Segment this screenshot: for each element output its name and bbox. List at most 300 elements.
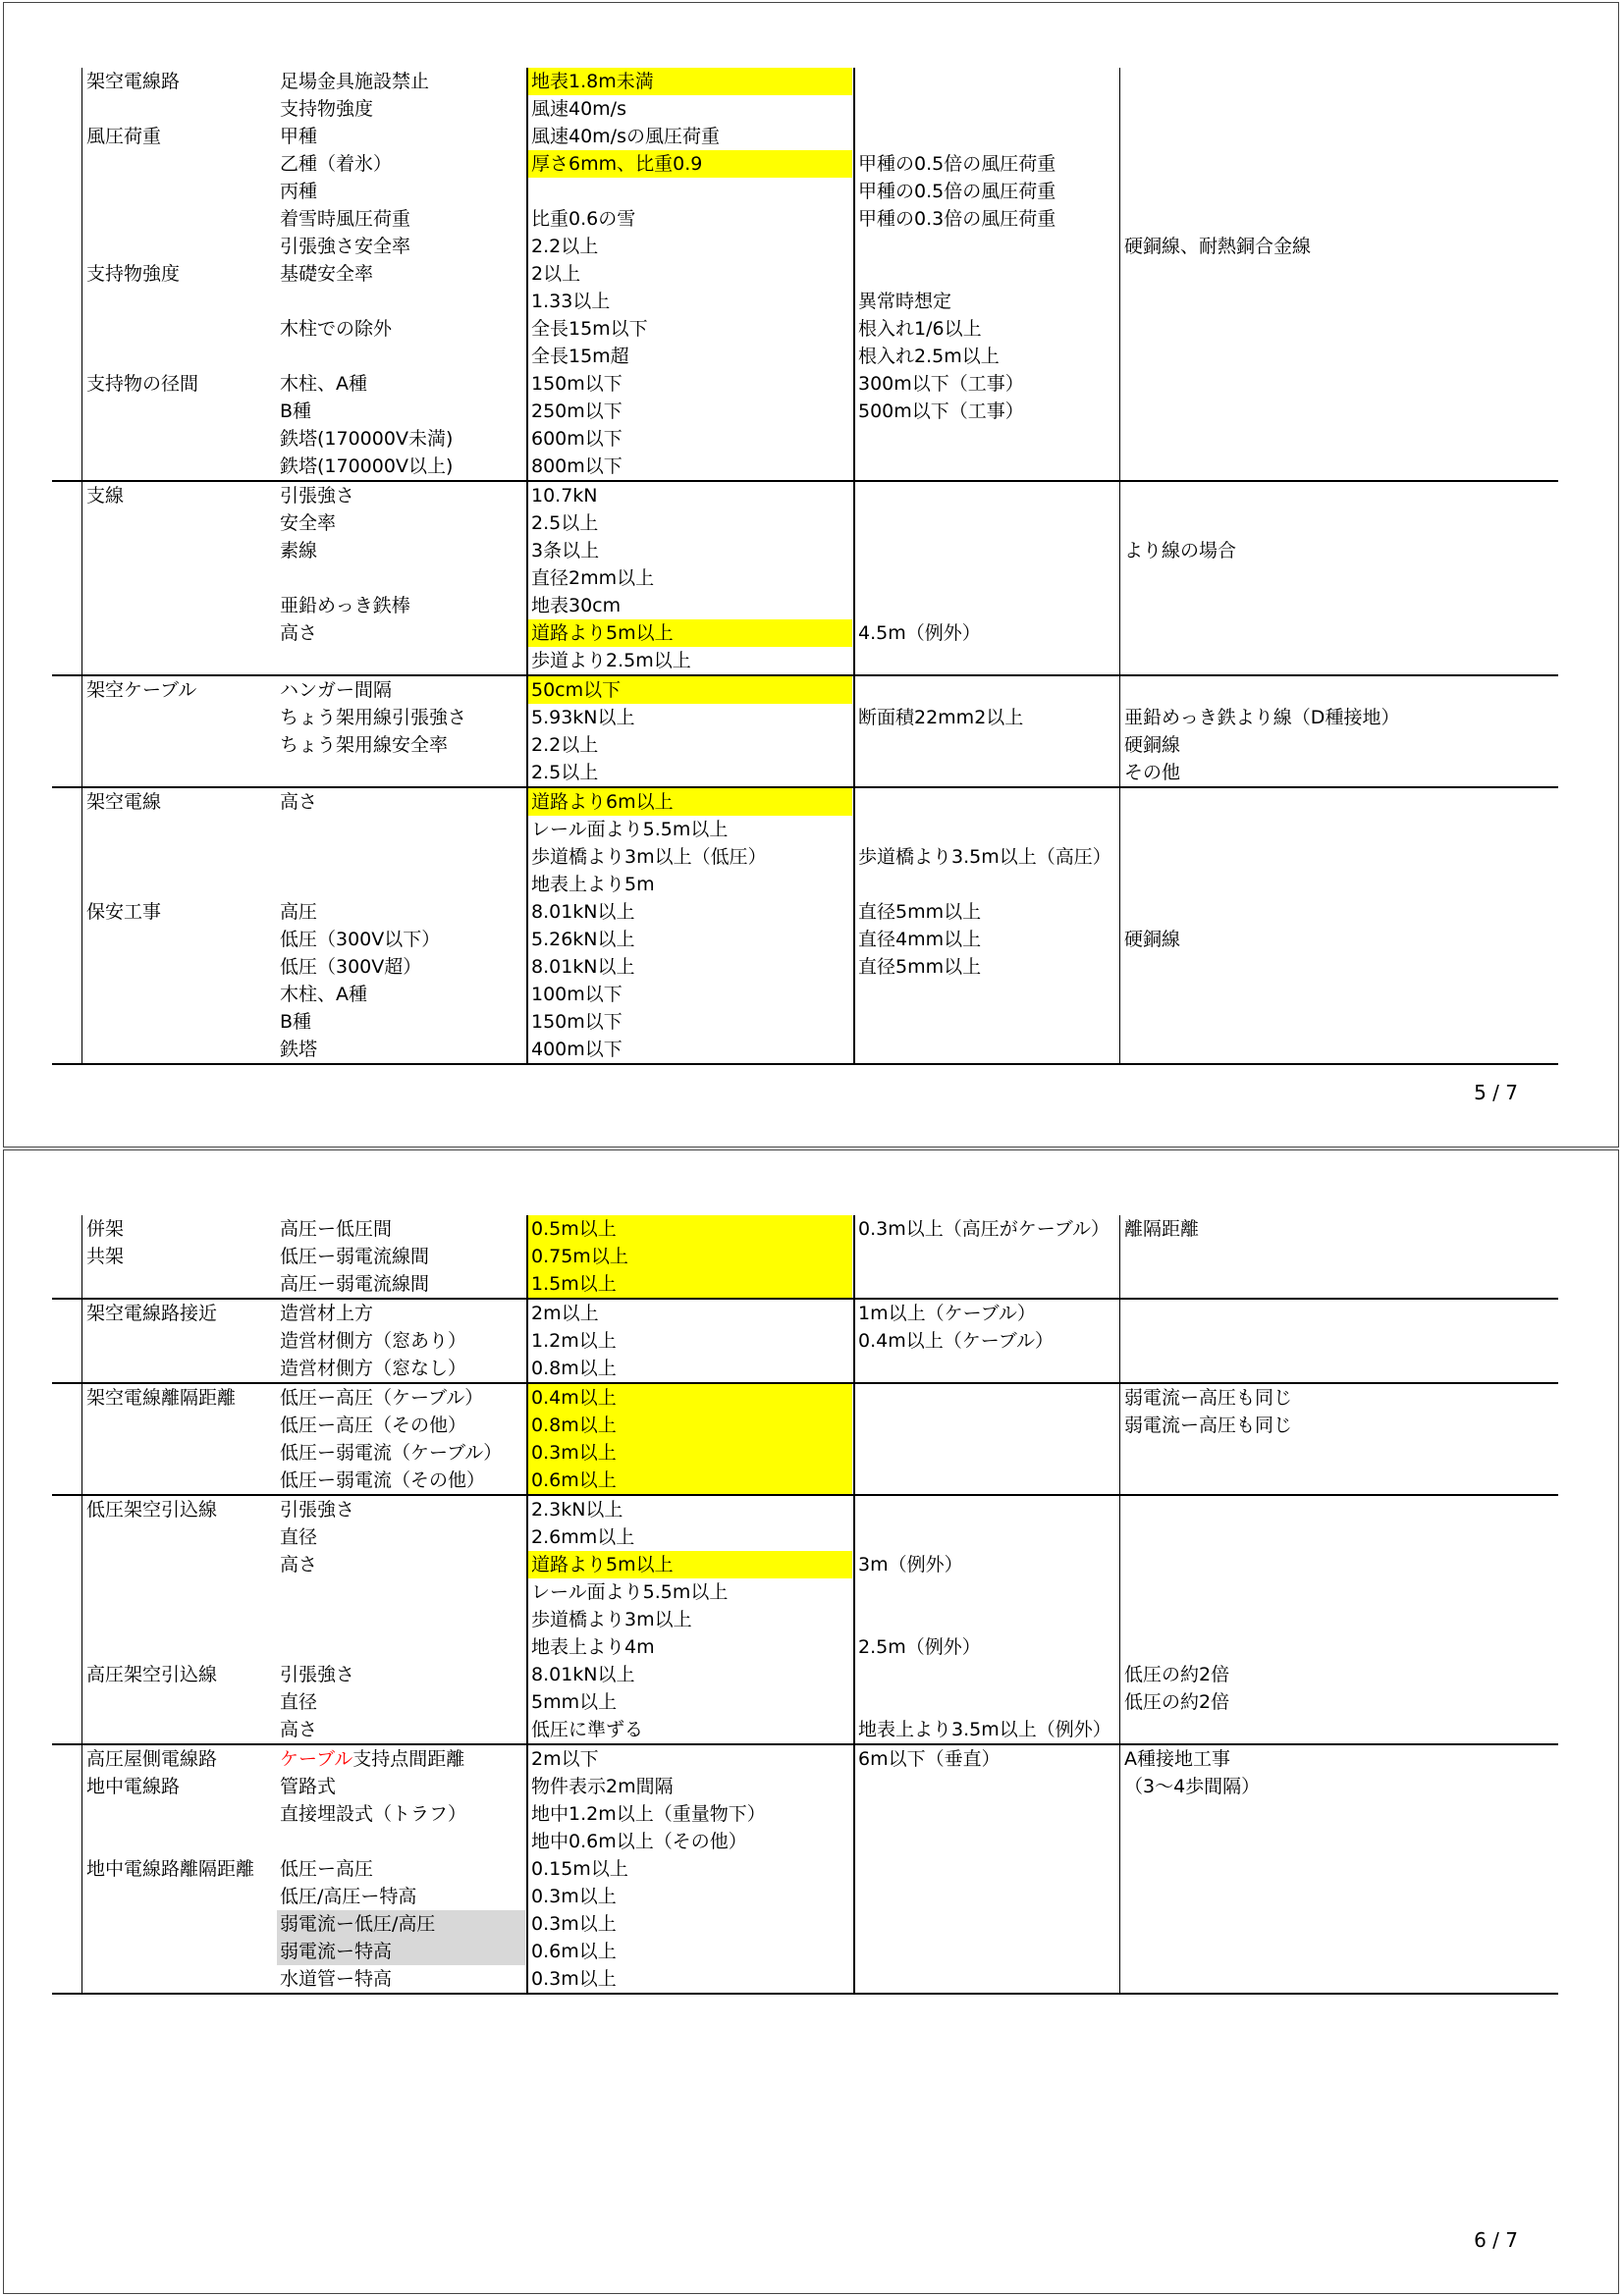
table-cell-c2 <box>277 1578 525 1606</box>
table-cell-c1: 風圧荷重 <box>86 126 162 147</box>
table-cell-c1 <box>83 1716 275 1743</box>
table-row <box>52 398 1558 425</box>
table-group <box>52 1745 1558 1995</box>
table-group <box>52 1215 1558 1300</box>
table-cell-c4 <box>855 1883 1119 1910</box>
table-cell-c4 <box>855 68 1119 95</box>
table-row <box>52 1773 1558 1800</box>
table-cell-c4: 0.4m以上（ケーブル） <box>858 1330 1055 1352</box>
table-cell-c2 <box>277 647 525 674</box>
table-row <box>52 537 1558 564</box>
table-cell-c4 <box>855 1606 1119 1633</box>
table-cell-c5 <box>1121 260 1558 288</box>
table-cell-c1 <box>83 564 275 592</box>
table-cell-c5: 低圧の約2倍 <box>1124 1691 1230 1713</box>
table-cell-c4 <box>855 509 1119 537</box>
table-group <box>52 676 1558 788</box>
table-row <box>52 509 1558 537</box>
table-cell-c2: ちょう架用線引張強さ <box>280 707 467 728</box>
table-cell-c4 <box>855 1467 1119 1494</box>
table-cell-c2 <box>277 759 525 786</box>
table-cell-c2: 直接埋設式（トラフ） <box>280 1803 467 1825</box>
table-row <box>52 1965 1558 1993</box>
table-cell-c1: 支線 <box>86 485 125 507</box>
table-cell-c5 <box>1121 619 1558 647</box>
table-row <box>52 871 1558 898</box>
table-cell-c5 <box>1121 453 1558 480</box>
table-cell-c3: レール面より5.5m以上 <box>531 819 729 840</box>
table-cell-c4 <box>855 1355 1119 1382</box>
table-cell-c3: 2.5以上 <box>531 762 599 783</box>
table-cell-c1 <box>83 1008 275 1036</box>
table-cell-c4 <box>855 759 1119 786</box>
table-cell-c5 <box>1121 1008 1558 1036</box>
table-cell-c4 <box>855 482 1119 509</box>
table-cell-c1 <box>83 592 275 619</box>
table-cell-c1 <box>83 233 275 260</box>
table-cell-c5: 硬銅線 <box>1124 734 1181 756</box>
table-cell-c1 <box>83 843 275 871</box>
table-cell-c3: 0.3m以上 <box>531 1913 617 1935</box>
table-cell-c1 <box>83 926 275 953</box>
table-cell-c4 <box>855 1523 1119 1551</box>
table-cell-c1 <box>83 150 275 178</box>
table-row <box>52 953 1558 981</box>
table-row <box>52 1300 1558 1327</box>
table-cell-c3: 0.15m以上 <box>531 1858 628 1880</box>
table-cell-c5 <box>1121 509 1558 537</box>
table-cell-c3: 1.5m以上 <box>528 1270 852 1298</box>
table-cell-c2: B種 <box>280 400 312 422</box>
table-cell-c3: 厚さ6mm、比重0.9 <box>528 150 852 178</box>
table-cell-c2: ハンガー間隔 <box>280 679 393 701</box>
table-cell-c2: 高さ <box>280 622 318 644</box>
table-cell-c4 <box>855 1910 1119 1938</box>
table-group <box>52 1300 1558 1384</box>
table-cell-c5 <box>1121 123 1558 150</box>
table-cell-c1 <box>83 453 275 480</box>
table-cell-c1: 架空電線離隔距離 <box>86 1387 237 1409</box>
table-cell-c3: 歩道橋より3m以上（低圧） <box>531 846 767 868</box>
table-cell-c1 <box>83 871 275 898</box>
table-cell-c1 <box>83 1327 275 1355</box>
table-row <box>52 1008 1558 1036</box>
table-cell-c1 <box>83 205 275 233</box>
table-cell-c2: 低圧ー高圧（その他） <box>280 1415 467 1436</box>
table-cell-c4: 2.5m（例外） <box>858 1636 981 1658</box>
table-cell-c5 <box>1121 398 1558 425</box>
table-cell-c2: 高圧ー弱電流線間 <box>280 1273 430 1295</box>
table-row <box>52 704 1558 731</box>
table-cell-c5: 離隔距離 <box>1124 1218 1200 1240</box>
table-cell-c1 <box>83 816 275 843</box>
table-cell-c1 <box>83 704 275 731</box>
table-cell-c1 <box>83 1036 275 1063</box>
table-cell-c4: 根入れ2.5m以上 <box>858 346 1000 367</box>
table-cell-c1 <box>83 619 275 647</box>
table-cell-c1 <box>83 1439 275 1467</box>
table-cell-c2: 弱電流ー特高 <box>277 1938 525 1965</box>
table-cell-c5 <box>1121 150 1558 178</box>
table-cell-c1: 地中電線路 <box>86 1776 181 1797</box>
table-cell-c2: 低圧ー高圧 <box>280 1858 374 1880</box>
table-cell-c3: 600m以下 <box>531 428 623 450</box>
table-cell-c4 <box>855 1773 1119 1800</box>
table-row <box>52 1327 1558 1355</box>
table-cell-c1: 支持物の径間 <box>86 373 199 395</box>
table-cell-c2: 丙種 <box>280 181 318 202</box>
table-cell-c2: 高圧 <box>280 901 318 923</box>
table-cell-c2 <box>277 1606 525 1633</box>
table-cell-c1 <box>83 1910 275 1938</box>
table-cell-c3: 直径2mm以上 <box>531 567 655 589</box>
table-cell-c2 <box>277 1828 525 1855</box>
table-cell-c3: 400m以下 <box>531 1039 623 1060</box>
table-row <box>52 981 1558 1008</box>
table-cell-c3: 8.01kN以上 <box>531 956 635 978</box>
table-group <box>52 1384 1558 1496</box>
table-cell-c1 <box>83 1883 275 1910</box>
table-cell-c4 <box>855 1384 1119 1412</box>
table-cell-c5 <box>1121 315 1558 343</box>
table-cell-c3: 歩道より2.5m以上 <box>531 650 691 671</box>
table-cell-c5: より線の場合 <box>1124 540 1237 561</box>
table-cell-c5 <box>1121 788 1558 816</box>
table-cell-c2: 素線 <box>280 540 318 561</box>
table-cell-c1 <box>83 1965 275 1993</box>
table-cell-c3: 全長15m超 <box>531 346 629 367</box>
table-cell-c4 <box>855 1828 1119 1855</box>
table-cell-c1 <box>83 1606 275 1633</box>
table-cell-c3: 150m以下 <box>531 373 623 395</box>
table-row <box>52 676 1558 704</box>
table-cell-c4: 甲種の0.5倍の風圧荷重 <box>858 153 1056 175</box>
table-cell-c5 <box>1121 898 1558 926</box>
table-cell-c4: 3m（例外） <box>858 1554 963 1575</box>
table-cell-c5 <box>1121 1300 1558 1327</box>
table-cell-c4 <box>855 676 1119 704</box>
spec-table-page-5 <box>52 68 1558 1065</box>
table-cell-c3: 地表上より5m <box>531 874 655 895</box>
table-cell-c2: 低圧（300V以下） <box>280 929 441 950</box>
table-cell-c1 <box>83 1412 275 1439</box>
table-cell-c4 <box>855 95 1119 123</box>
table-cell-c4 <box>855 1855 1119 1883</box>
table-cell-c5 <box>1121 1243 1558 1270</box>
table-cell-c2: 高圧ー低圧間 <box>280 1218 393 1240</box>
table-cell-c5 <box>1121 1496 1558 1523</box>
table-cell-c4: 6m以下（垂直） <box>858 1748 1001 1770</box>
table-row <box>52 1745 1558 1773</box>
page-number: 5 / 7 <box>1474 1081 1518 1104</box>
table-row <box>52 453 1558 480</box>
table-cell-c1: 共架 <box>86 1246 125 1267</box>
table-cell-c5 <box>1121 1855 1558 1883</box>
table-cell-c1: 架空ケーブル <box>86 679 197 701</box>
table-cell-c4 <box>855 816 1119 843</box>
table-row <box>52 1523 1558 1551</box>
table-cell-c2: 造営材側方（窓あり） <box>280 1330 467 1352</box>
table-cell-c2: 高さ <box>280 1719 318 1740</box>
table-row <box>52 926 1558 953</box>
table-cell-c2: 造営材側方（窓なし） <box>280 1358 467 1379</box>
table-cell-c2: 低圧（300V超） <box>280 956 422 978</box>
table-cell-c2: 低圧ー弱電流線間 <box>280 1246 430 1267</box>
table-cell-c3: 歩道橋より3m以上 <box>531 1609 692 1630</box>
table-cell-c2: 着雪時風圧荷重 <box>280 208 411 230</box>
table-cell-c4: 直径5mm以上 <box>858 956 982 978</box>
table-cell-c4 <box>855 871 1119 898</box>
table-cell-c5 <box>1121 592 1558 619</box>
table-cell-c3: 地中0.6m以上（その他） <box>531 1831 747 1852</box>
table-cell-c2: 管路式 <box>280 1776 337 1797</box>
table-cell-c1 <box>83 731 275 759</box>
table-cell-c1 <box>83 537 275 564</box>
table-cell-c5 <box>1121 1467 1558 1494</box>
table-cell-c1 <box>83 759 275 786</box>
table-cell-c1 <box>83 1523 275 1551</box>
table-cell-c2 <box>277 288 525 315</box>
table-cell-c5 <box>1121 1523 1558 1551</box>
table-row <box>52 843 1558 871</box>
table-cell-c3: 5.26kN以上 <box>531 929 635 950</box>
table-cell-c2: 直径 <box>280 1526 318 1548</box>
table-row <box>52 731 1558 759</box>
table-cell-c2: ちょう架用線安全率 <box>280 734 449 756</box>
table-row <box>52 1716 1558 1743</box>
table-cell-c1 <box>83 981 275 1008</box>
table-cell-c3: 2.5以上 <box>531 512 599 534</box>
table-cell-c4 <box>855 981 1119 1008</box>
table-row <box>52 1938 1558 1965</box>
table-cell-c4 <box>855 537 1119 564</box>
table-cell-c5 <box>1121 1965 1558 1993</box>
table-cell-c4 <box>855 1243 1119 1270</box>
page-5 <box>3 2 1619 1148</box>
table-cell-c5 <box>1121 953 1558 981</box>
table-cell-c2: 足場金具施設禁止 <box>280 71 430 92</box>
table-cell-c4 <box>855 647 1119 674</box>
table-cell-c4 <box>855 1412 1119 1439</box>
table-row <box>52 1551 1558 1578</box>
table-row <box>52 123 1558 150</box>
table-cell-c3: 地表1.8m未満 <box>528 68 852 95</box>
table-row <box>52 1270 1558 1298</box>
table-cell-c4 <box>855 1270 1119 1298</box>
table-cell-c5 <box>1121 564 1558 592</box>
table-cell-c4: 直径5mm以上 <box>858 901 982 923</box>
table-cell-c5 <box>1121 95 1558 123</box>
table-cell-c5: 亜鉛めっき鉄より線（D種接地） <box>1124 707 1400 728</box>
table-row <box>52 1828 1558 1855</box>
table-cell-c5: 低圧の約2倍 <box>1124 1664 1230 1685</box>
table-cell-c3: 2以上 <box>531 263 581 285</box>
table-cell-c4: 1m以上（ケーブル） <box>858 1303 1036 1324</box>
table-group <box>52 788 1558 1065</box>
table-cell-c4 <box>855 1496 1119 1523</box>
table-cell-c5 <box>1121 1910 1558 1938</box>
table-cell-c3: 道路より5m以上 <box>528 1551 852 1578</box>
table-cell-c3: 2.2以上 <box>531 236 599 257</box>
table-cell-c5 <box>1121 288 1558 315</box>
table-row <box>52 205 1558 233</box>
table-cell-c2: 弱電流ー低圧/高圧 <box>277 1910 525 1938</box>
table-cell-c3: 0.3m以上 <box>528 1439 852 1467</box>
table-cell-c2: 引張強さ <box>280 485 355 507</box>
table-cell-c5 <box>1121 1270 1558 1298</box>
table-cell-c2: 低圧ー弱電流（その他） <box>280 1469 486 1491</box>
table-cell-c2: 低圧/高圧ー特高 <box>280 1886 417 1907</box>
table-cell-c5 <box>1121 1883 1558 1910</box>
table-cell-c1 <box>83 315 275 343</box>
table-row <box>52 788 1558 816</box>
table-cell-c4 <box>855 1578 1119 1606</box>
table-cell-c4 <box>855 1965 1119 1993</box>
table-cell-c5 <box>1121 1716 1558 1743</box>
table-cell-c3: 風速40m/s <box>531 98 626 120</box>
table-cell-c5: 弱電流ー高圧も同じ <box>1124 1387 1293 1409</box>
table-cell-c2 <box>277 343 525 370</box>
table-cell-c1 <box>83 95 275 123</box>
table-cell-c5 <box>1121 981 1558 1008</box>
table-cell-c4: 0.3m以上（高圧がケーブル） <box>858 1218 1110 1240</box>
table-cell-c5 <box>1121 1439 1558 1467</box>
table-cell-c3: 2.3kN以上 <box>531 1499 623 1521</box>
table-row <box>52 260 1558 288</box>
table-cell-c5: 硬銅線、耐熱銅合金線 <box>1124 236 1312 257</box>
table-cell-c3: 地表30cm <box>531 595 622 616</box>
table-cell-c3: 0.6m以上 <box>528 1467 852 1494</box>
table-cell-c5: その他 <box>1124 762 1181 783</box>
table-row <box>52 1883 1558 1910</box>
table-cell-c4: 甲種の0.3倍の風圧荷重 <box>858 208 1056 230</box>
table-cell-c4 <box>855 1688 1119 1716</box>
table-cell-c5 <box>1121 843 1558 871</box>
table-cell-c4: 甲種の0.5倍の風圧荷重 <box>858 181 1056 202</box>
table-cell-c1: 高圧架空引込線 <box>86 1664 218 1685</box>
table-cell-c4 <box>855 425 1119 453</box>
table-cell-c5 <box>1121 871 1558 898</box>
table-cell-c2: 木柱、A種 <box>280 984 367 1005</box>
table-cell-c2 <box>277 1745 525 1773</box>
table-cell-c4: 300m以下（工事） <box>858 373 1024 395</box>
table-row <box>52 1855 1558 1883</box>
table-cell-c5 <box>1121 205 1558 233</box>
table-cell-c1: 地中電線路離隔距離 <box>86 1858 255 1880</box>
table-cell-c3: 全長15m以下 <box>531 318 648 340</box>
table-row <box>52 1496 1558 1523</box>
table-cell-c2 <box>277 871 525 898</box>
table-cell-c1 <box>83 1938 275 1965</box>
table-row <box>52 1661 1558 1688</box>
table-row <box>52 1467 1558 1494</box>
table-cell-c3: 800m以下 <box>531 455 623 477</box>
table-cell-c1: 支持物強度 <box>86 263 181 285</box>
table-cell-c4: 歩道橋より3.5m以上（高圧） <box>858 846 1111 868</box>
table-cell-c5 <box>1121 676 1558 704</box>
table-cell-c2: 基礎安全率 <box>280 263 374 285</box>
table-row <box>52 1215 1558 1243</box>
table-cell-c4: 地表上より3.5m以上（例外） <box>858 1719 1111 1740</box>
table-cell-c2: 甲種 <box>280 126 318 147</box>
table-row <box>52 1439 1558 1467</box>
table-cell-c1 <box>83 425 275 453</box>
table-cell-c3: 150m以下 <box>531 1011 623 1033</box>
table-cell-c1 <box>83 1551 275 1578</box>
table-cell-c3: 8.01kN以上 <box>531 1664 635 1685</box>
table-cell-c3: レール面より5.5m以上 <box>531 1581 729 1603</box>
table-cell-c2: 木柱、A種 <box>280 373 367 395</box>
table-cell-c1: 低圧架空引込線 <box>86 1499 218 1521</box>
table-group <box>52 482 1558 676</box>
table-cell-c1 <box>83 343 275 370</box>
table-cell-c4 <box>855 233 1119 260</box>
table-row <box>52 1633 1558 1661</box>
table-cell-c2: 鉄塔 <box>280 1039 318 1060</box>
table-cell-c3 <box>528 178 852 205</box>
table-row <box>52 1243 1558 1270</box>
table-row <box>52 343 1558 370</box>
table-cell-c1: 架空電線 <box>86 791 162 813</box>
table-row <box>52 1355 1558 1382</box>
table-cell-c5 <box>1121 1355 1558 1382</box>
table-row <box>52 1606 1558 1633</box>
table-cell-c3: 0.8m以上 <box>531 1358 617 1379</box>
table-cell-c2: 支持物強度 <box>280 98 374 120</box>
table-row <box>52 1800 1558 1828</box>
table-cell-c3: 0.5m以上 <box>528 1215 852 1243</box>
table-cell-c2: 低圧ー高圧（ケーブル） <box>280 1387 484 1409</box>
table-row <box>52 1688 1558 1716</box>
table-cell-c3: 比重0.6の雪 <box>531 208 636 230</box>
table-cell-c3: 風速40m/sの風圧荷重 <box>531 126 720 147</box>
cell-text: 支持点間距離 <box>352 1748 465 1770</box>
table-row <box>52 233 1558 260</box>
table-cell-c1 <box>83 1578 275 1606</box>
table-cell-c2: 鉄塔(170000V以上) <box>280 455 454 477</box>
table-cell-c3: 2.2以上 <box>531 734 599 756</box>
table-cell-c3: 道路より6m以上 <box>528 788 852 816</box>
table-cell-c1: 高圧屋側電線路 <box>86 1748 218 1770</box>
table-cell-c3: 0.75m以上 <box>528 1243 852 1270</box>
table-cell-c5: A種接地工事 <box>1124 1748 1230 1770</box>
table-row <box>52 898 1558 926</box>
table-cell-c4 <box>855 1938 1119 1965</box>
table-row <box>52 1384 1558 1412</box>
table-cell-c4: 500m以下（工事） <box>858 400 1024 422</box>
table-cell-c1 <box>83 1800 275 1828</box>
table-cell-c5 <box>1121 1938 1558 1965</box>
table-cell-c2 <box>277 816 525 843</box>
table-cell-c4: 断面積22mm2以上 <box>858 707 1024 728</box>
page-number: 6 / 7 <box>1474 2228 1518 2252</box>
table-cell-c3: 1.2m以上 <box>531 1330 617 1352</box>
table-cell-c4: 4.5m（例外） <box>858 622 981 644</box>
table-cell-c4: 根入れ1/6以上 <box>858 318 982 340</box>
table-cell-c5: 硬銅線 <box>1124 929 1181 950</box>
table-row <box>52 288 1558 315</box>
table-cell-c2: 鉄塔(170000V未満) <box>280 428 454 450</box>
table-cell-c2: 引張強さ <box>280 1664 355 1685</box>
table-cell-c5 <box>1121 68 1558 95</box>
table-cell-c3: 5mm以上 <box>531 1691 618 1713</box>
table-row <box>52 647 1558 674</box>
table-cell-c5 <box>1121 1606 1558 1633</box>
table-cell-c3: 50cm以下 <box>528 676 852 704</box>
table-cell-c5 <box>1121 647 1558 674</box>
table-cell-c3: 2m以下 <box>531 1748 599 1770</box>
table-cell-c2: 低圧ー弱電流（ケーブル） <box>280 1442 503 1464</box>
